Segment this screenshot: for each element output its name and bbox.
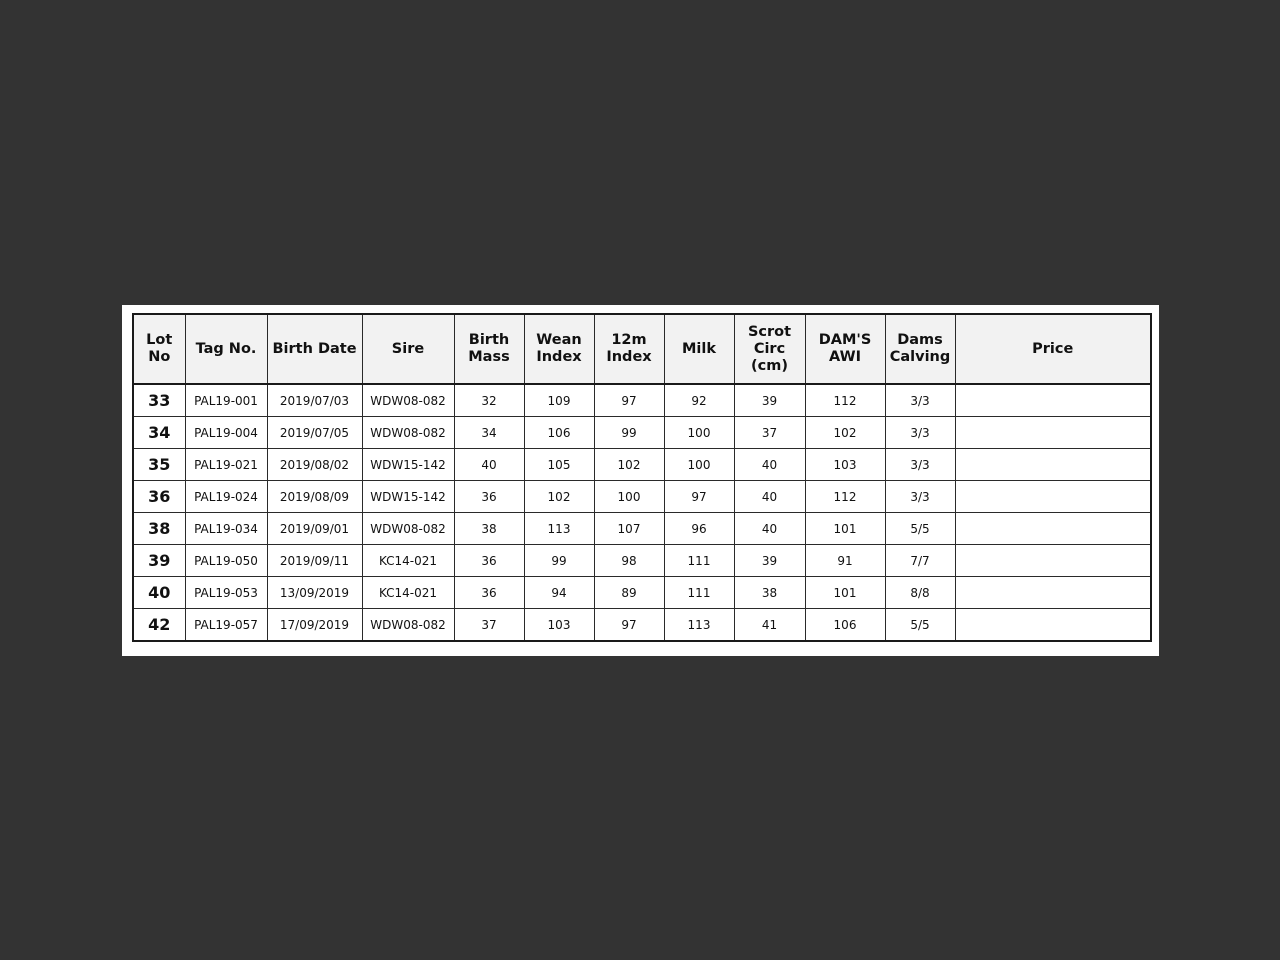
birth-date-cell: 2019/08/09 <box>267 481 362 513</box>
table-row <box>133 481 1151 513</box>
sire-cell: KC14-021 <box>362 545 454 577</box>
wean-index-cell: 113 <box>524 513 594 545</box>
dams-calving-cell: 7/7 <box>885 545 955 577</box>
header-row <box>133 314 1151 384</box>
lot-no-cell: 34 <box>133 417 185 449</box>
table-row <box>133 545 1151 577</box>
dams-calving-cell: 5/5 <box>885 609 955 642</box>
scrot-circ-cell: 39 <box>734 384 805 417</box>
dams-calving-cell: 3/3 <box>885 449 955 481</box>
milk-cell: 111 <box>664 545 734 577</box>
wean-index-cell: 99 <box>524 545 594 577</box>
birth-mass-cell: 34 <box>454 417 524 449</box>
12m-index-cell: 98 <box>594 545 664 577</box>
birth-mass-cell: 37 <box>454 609 524 642</box>
dams-awi-cell: 112 <box>805 481 885 513</box>
12m-index-cell: 89 <box>594 577 664 609</box>
tag-no-cell: PAL19-001 <box>185 384 267 417</box>
milk-cell: 100 <box>664 449 734 481</box>
birth-mass-cell: 40 <box>454 449 524 481</box>
12m-index-cell: 100 <box>594 481 664 513</box>
scrot-circ-cell: 40 <box>734 481 805 513</box>
price-cell[interactable] <box>955 449 1151 481</box>
12m-index-cell: 99 <box>594 417 664 449</box>
sire-cell: WDW15-142 <box>362 449 454 481</box>
tag-no-cell: PAL19-024 <box>185 481 267 513</box>
lot-no-header: Lot No <box>133 314 185 384</box>
table-row <box>133 577 1151 609</box>
table-row <box>133 384 1151 417</box>
dams-calving-cell: 3/3 <box>885 481 955 513</box>
milk-cell: 111 <box>664 577 734 609</box>
wean-index-cell: 106 <box>524 417 594 449</box>
tag-no-cell: PAL19-053 <box>185 577 267 609</box>
lot-no-cell: 38 <box>133 513 185 545</box>
12m-index-cell: 102 <box>594 449 664 481</box>
table-row <box>133 449 1151 481</box>
milk-header: Milk <box>664 314 734 384</box>
wean-index-cell: 109 <box>524 384 594 417</box>
birth-date-cell: 2019/07/03 <box>267 384 362 417</box>
sire-cell: WDW08-082 <box>362 609 454 642</box>
lot-no-cell: 36 <box>133 481 185 513</box>
document-sheet <box>122 305 1159 656</box>
wean-index-cell: 102 <box>524 481 594 513</box>
12m-index-header: 12m Index <box>594 314 664 384</box>
milk-cell: 97 <box>664 481 734 513</box>
dams-awi-cell: 103 <box>805 449 885 481</box>
price-cell[interactable] <box>955 513 1151 545</box>
dams-awi-cell: 91 <box>805 545 885 577</box>
birth-date-cell: 13/09/2019 <box>267 577 362 609</box>
sire-cell: WDW08-082 <box>362 513 454 545</box>
sire-cell: WDW08-082 <box>362 384 454 417</box>
dams-awi-cell: 106 <box>805 609 885 642</box>
scrot-circ-cell: 40 <box>734 449 805 481</box>
price-cell[interactable] <box>955 609 1151 642</box>
dams-calving-cell: 3/3 <box>885 417 955 449</box>
sire-cell: WDW15-142 <box>362 481 454 513</box>
milk-cell: 92 <box>664 384 734 417</box>
birth-mass-cell: 36 <box>454 481 524 513</box>
milk-cell: 96 <box>664 513 734 545</box>
tag-no-cell: PAL19-057 <box>185 609 267 642</box>
dams-calving-cell: 3/3 <box>885 384 955 417</box>
scrot-circ-cell: 37 <box>734 417 805 449</box>
12m-index-cell: 97 <box>594 384 664 417</box>
tag-no-header: Tag No. <box>185 314 267 384</box>
lot-no-cell: 42 <box>133 609 185 642</box>
lot-no-cell: 39 <box>133 545 185 577</box>
milk-cell: 113 <box>664 609 734 642</box>
table-row <box>133 513 1151 545</box>
12m-index-cell: 97 <box>594 609 664 642</box>
birth-date-cell: 2019/09/11 <box>267 545 362 577</box>
sire-header: Sire <box>362 314 454 384</box>
birth-date-cell: 2019/09/01 <box>267 513 362 545</box>
12m-index-cell: 107 <box>594 513 664 545</box>
scrot-circ-cell: 40 <box>734 513 805 545</box>
lot-no-cell: 35 <box>133 449 185 481</box>
lot-no-cell: 33 <box>133 384 185 417</box>
birth-mass-cell: 38 <box>454 513 524 545</box>
price-cell[interactable] <box>955 384 1151 417</box>
price-cell[interactable] <box>955 481 1151 513</box>
dams-calving-cell: 8/8 <box>885 577 955 609</box>
tag-no-cell: PAL19-004 <box>185 417 267 449</box>
birth-date-header: Birth Date <box>267 314 362 384</box>
birth-mass-cell: 36 <box>454 545 524 577</box>
table-row <box>133 609 1151 642</box>
price-header: Price <box>955 314 1151 384</box>
dams-awi-cell: 112 <box>805 384 885 417</box>
table-row <box>133 417 1151 449</box>
dams-calving-header: Dams Calving <box>885 314 955 384</box>
birth-mass-header: Birth Mass <box>454 314 524 384</box>
scrot-circ-header: Scrot Circ (cm) <box>734 314 805 384</box>
dams-awi-cell: 102 <box>805 417 885 449</box>
price-cell[interactable] <box>955 577 1151 609</box>
milk-cell: 100 <box>664 417 734 449</box>
tag-no-cell: PAL19-021 <box>185 449 267 481</box>
birth-date-cell: 2019/08/02 <box>267 449 362 481</box>
wean-index-cell: 105 <box>524 449 594 481</box>
table-body <box>133 384 1151 641</box>
birth-mass-cell: 32 <box>454 384 524 417</box>
dams-awi-cell: 101 <box>805 577 885 609</box>
tag-no-cell: PAL19-050 <box>185 545 267 577</box>
price-cell[interactable] <box>955 417 1151 449</box>
dams-awi-header: DAM'S AWI <box>805 314 885 384</box>
birth-mass-cell: 36 <box>454 577 524 609</box>
scrot-circ-cell: 41 <box>734 609 805 642</box>
price-cell[interactable] <box>955 545 1151 577</box>
lot-table <box>132 313 1152 642</box>
wean-index-cell: 103 <box>524 609 594 642</box>
wean-index-cell: 94 <box>524 577 594 609</box>
scrot-circ-cell: 38 <box>734 577 805 609</box>
wean-index-header: Wean Index <box>524 314 594 384</box>
sire-cell: WDW08-082 <box>362 417 454 449</box>
lot-no-cell: 40 <box>133 577 185 609</box>
tag-no-cell: PAL19-034 <box>185 513 267 545</box>
birth-date-cell: 17/09/2019 <box>267 609 362 642</box>
birth-date-cell: 2019/07/05 <box>267 417 362 449</box>
dams-calving-cell: 5/5 <box>885 513 955 545</box>
sire-cell: KC14-021 <box>362 577 454 609</box>
scrot-circ-cell: 39 <box>734 545 805 577</box>
dams-awi-cell: 101 <box>805 513 885 545</box>
